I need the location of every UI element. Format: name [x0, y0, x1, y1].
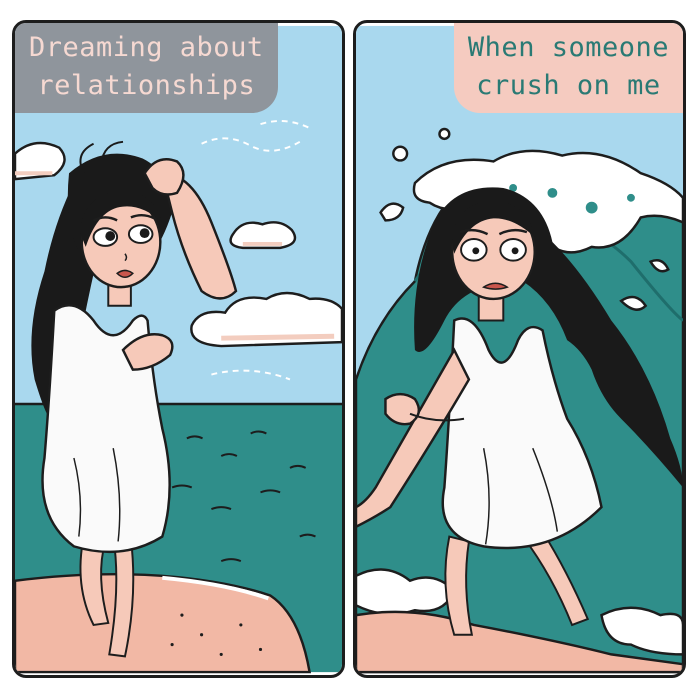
caption-left-line-1: Dreaming about — [29, 32, 264, 63]
hand-raised — [385, 394, 418, 424]
panel-left-illustration — [15, 23, 342, 675]
comic-panel-left — [12, 20, 345, 678]
caption-when-someone-crush-on-me — [454, 23, 683, 113]
caption-right-line-1: When someone — [467, 32, 669, 63]
caption-right-line-2: crush on me — [476, 70, 661, 101]
panel-right-illustration — [356, 23, 683, 675]
caption-left-line-2: relationships — [37, 70, 256, 101]
cloud-left-top — [15, 143, 65, 179]
comic-panel-right — [353, 20, 686, 678]
cloud-small — [231, 222, 295, 248]
caption-dreaming-about-relationships — [15, 23, 278, 113]
